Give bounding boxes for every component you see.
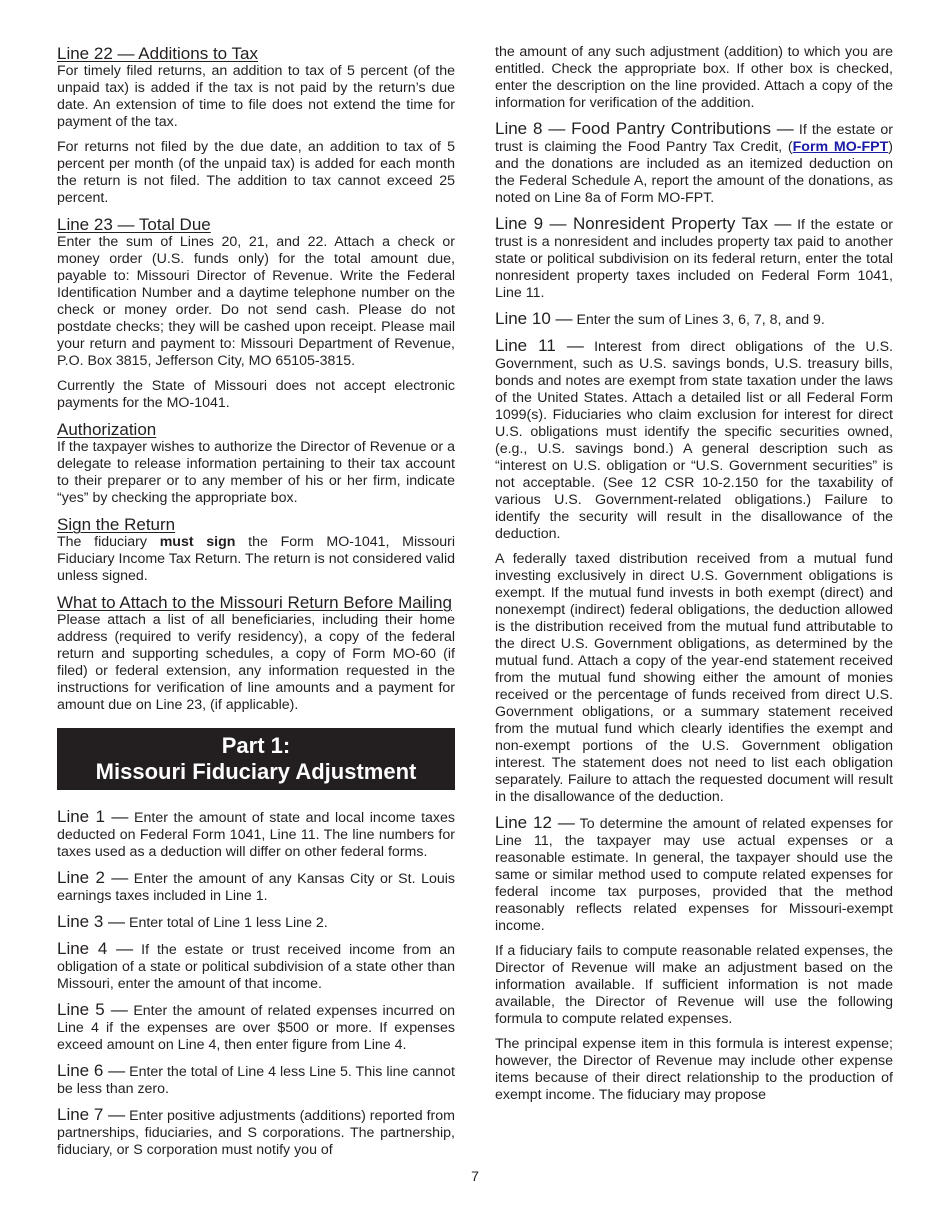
sign-bold: must sign (159, 534, 236, 550)
line11-label: Line 11 — (495, 336, 584, 355)
line3-text: Enter total of Line 1 less Line 2. (125, 915, 328, 931)
line4-label: Line 4 — (57, 939, 134, 958)
line10-label: Line 10 — (495, 309, 573, 328)
line11-text: Interest from direct obligations of the U.S. Government, such as U.S. savings bonds, U.S. treasury bills, bonds and notes are exempt from state taxation under the laws of the United States. Attach a detailed list or all Federal Form 1099(s). Fiduciaries who claim exclusion for interest for direct U.S. obligations must identify the specific securities owned, (e.g., U.S. savings bond.) A general description such as “interest on U.S. obligation or “U.S. Government securities” is not acceptable. (See 12 CSR 10-2.150 for the taxability of various U.S. Government-related obligations.) Failure to identify the security will result in the disallowance of the deduction. (495, 339, 893, 542)
attach-section (57, 593, 455, 714)
line22-para-2: For returns not filed by the due date, an addition to tax of 5 percent per month (of the unpaid tax) is added for each month the return is not filed. The addition to tax cannot exceed 25 percent. (57, 139, 455, 206)
line12-para-2: If a fiduciary fails to compute reasonable related expenses, the Director of Revenue will make an adjustment based on the information available. If sufficient information is not made available, the Director of Revenue will use the following formula to compute related expenses. (495, 943, 893, 1027)
line5-text: Enter the amount of related expenses incurred on Line 4 if the expenses are over $500 or more. If expenses exceed amount on Line 4, then enter figure from Line 4. (57, 1003, 455, 1053)
line23-heading: Line 23 — Total Due (57, 215, 211, 234)
line8-para (495, 120, 893, 207)
page-number: 7 (471, 1168, 479, 1184)
line2-text: Enter the amount of any Kansas City or St. Louis earnings taxes included in Line 1. (57, 871, 455, 904)
line4-text: If the estate or trust received income from an obligation of a state or political subdivision of a state other than Missouri, enter the amount of that income. (57, 942, 455, 992)
line12-label: Line 12 — (495, 813, 575, 832)
line8-label: Line 8 — Food Pantry Contributions — (495, 119, 794, 138)
line23-para-1: Enter the sum of Lines 20, 21, and 22. Attach a check or money order (U.S. funds only) for the total amount due, payable to: Missouri Director of Revenue. Write the Federal Identification Number and a daytime telephone number on the check or money order. Do not send cash. Please do not postdate checks; they will be cashed upon receipt. Please mail your return and payment to: Missouri Department of Revenue, P.O. Box 3815, Jefferson City, MO 65105-3815. (57, 234, 455, 369)
line12-para (495, 814, 893, 935)
sign-heading: Sign the Return (57, 515, 176, 534)
line11-para (495, 337, 893, 543)
sign-pre: The fiduciary (57, 534, 160, 550)
line11-para-2: A federally taxed distribution received from a mutual fund investing exclusively in direct U.S. Government obligations is exempt. If the mutual fund invests in both exempt (direct) and nonexempt (indirect) federal obligations, the deduction allowed is the distribution received from the mutual fund attributable to the direct U.S. Government obligations, as determined by the mutual fund. Attach a copy of the year-end statement received from the mutual fund showing either the amount of monies received or the percentage of funds received from direct U.S. Government obligations, or a summary statement received from the mutual fund which clearly identifies the exempt and non-exempt portions of the U.S. Government obligation interest. The statement does not need to list each obligation separately. Failure to attach the requested document will result in the disallowance of the deduction. (495, 551, 893, 805)
attach-heading: What to Attach to the Missouri Return Before Mailing (57, 593, 452, 612)
line9-para (495, 215, 893, 302)
line7-para (57, 1106, 455, 1159)
authorization-section (57, 420, 455, 507)
line4-para (57, 940, 455, 993)
line7-label: Line 7 — (57, 1105, 126, 1124)
line10-text: Enter the sum of Lines 3, 6, 7, 8, and 9. (572, 312, 825, 328)
line5-para (57, 1001, 455, 1054)
line22-section (57, 44, 455, 207)
line7-continued: the amount of any such adjustment (addition) to which you are entitled. Check the appropriate box. If other box is checked, enter the description on the line provided. Attach a copy of the information for verification of the addition. (495, 44, 893, 111)
line7-text: Enter positive adjustments (additions) reported from partnerships, fiduciaries, and S corporations. The partnership, fiduciary, or S corporation must notify you of (57, 1108, 455, 1158)
line12-text: To determine the amount of related expenses for Line 11, the taxpayer may use actual expenses or a reasonable estimate. In general, the taxpayer should use the same or similar method used to compute related expenses for federal income tax purposes, provided that the method reasonably reflects related expenses for Missouri-exempt income. (495, 816, 893, 934)
authorization-para: If the taxpayer wishes to authorize the Director of Revenue or a delegate to release information pertaining to their tax account to their preparer or to any member of his or her firm, indicate “yes” by checking the appropriate box. (57, 439, 455, 506)
line6-label: Line 6 — (57, 1061, 126, 1080)
banner-line-1: Part 1: (221, 733, 291, 758)
line23-section (57, 215, 455, 412)
line10-para (495, 310, 893, 329)
line23-para-2: Currently the State of Missouri does not accept electronic payments for the MO-1041. (57, 378, 455, 411)
right-column (495, 44, 893, 1112)
attach-para: Please attach a list of all beneficiaries, including their home address (required to verify residency), a copy of the federal return and supporting schedules, a copy of Form MO-60 (if filed) or federal extension, any information requested in the instructions for verification of line amounts and a payment for amount due on Line 23, (if applicable). (57, 612, 455, 713)
line12-para-3: The principal expense item in this formula is interest expense; however, the Director of Revenue may include other expense items because of their direct relationship to the production of exempt income. The fiduciary may propose (495, 1036, 893, 1103)
line6-para (57, 1062, 455, 1098)
line6-text: Enter the total of Line 4 less Line 5. This line cannot be less than zero. (57, 1064, 455, 1097)
line3-label: Line 3 — (57, 912, 126, 931)
line9-text: If the estate or trust is a nonresident and includes property tax paid to another state or political subdivision on its federal return, enter the total nonresident property taxes included on Federal Form 1041, Line 11. (495, 217, 894, 301)
line8-pre: If the estate or trust is claiming the Food Pantry Tax Credit, ( (495, 122, 893, 155)
line1-text: Enter the amount of state and local income taxes deducted on Federal Form 1041, Line 11. The line numbers for taxes used as a deduction will differ on other federal forms. (57, 810, 456, 860)
sign-section (57, 515, 455, 585)
line1-label: Line 1 — (57, 807, 129, 826)
line9-label: Line 9 — Nonresident Property Tax — (495, 214, 792, 233)
line2-label: Line 2 — (57, 868, 129, 887)
line1-para (57, 808, 455, 861)
sign-post: the Form MO-1041, Missouri Fiduciary Income Tax Return. The return is not considered valid unless signed. (57, 534, 455, 584)
line22-heading: Line 22 — Additions to Tax (57, 44, 258, 63)
left-column (57, 44, 455, 1167)
line3-para (57, 913, 455, 932)
line8-post: ) and the donations are included as an itemized deduction on the Federal Schedule A, report the amount of the donations, as noted on Line 8a of Form MO-FPT. (495, 139, 893, 206)
line22-para-1: For timely filed returns, an addition to tax of 5 percent (of the unpaid tax) is added if the tax is not paid by the return’s due date. An extension of time to file does not extend the time for payment of the tax. (57, 63, 455, 130)
authorization-heading: Authorization (57, 420, 157, 439)
line2-para (57, 869, 455, 905)
sign-para (57, 534, 455, 585)
banner-line-2: Missouri Fiduciary Adjustment (95, 759, 417, 784)
form-mo-fpt-link[interactable]: Form MO-FPT (792, 139, 889, 155)
line5-label: Line 5 — (57, 1000, 128, 1019)
part1-banner (57, 728, 455, 790)
